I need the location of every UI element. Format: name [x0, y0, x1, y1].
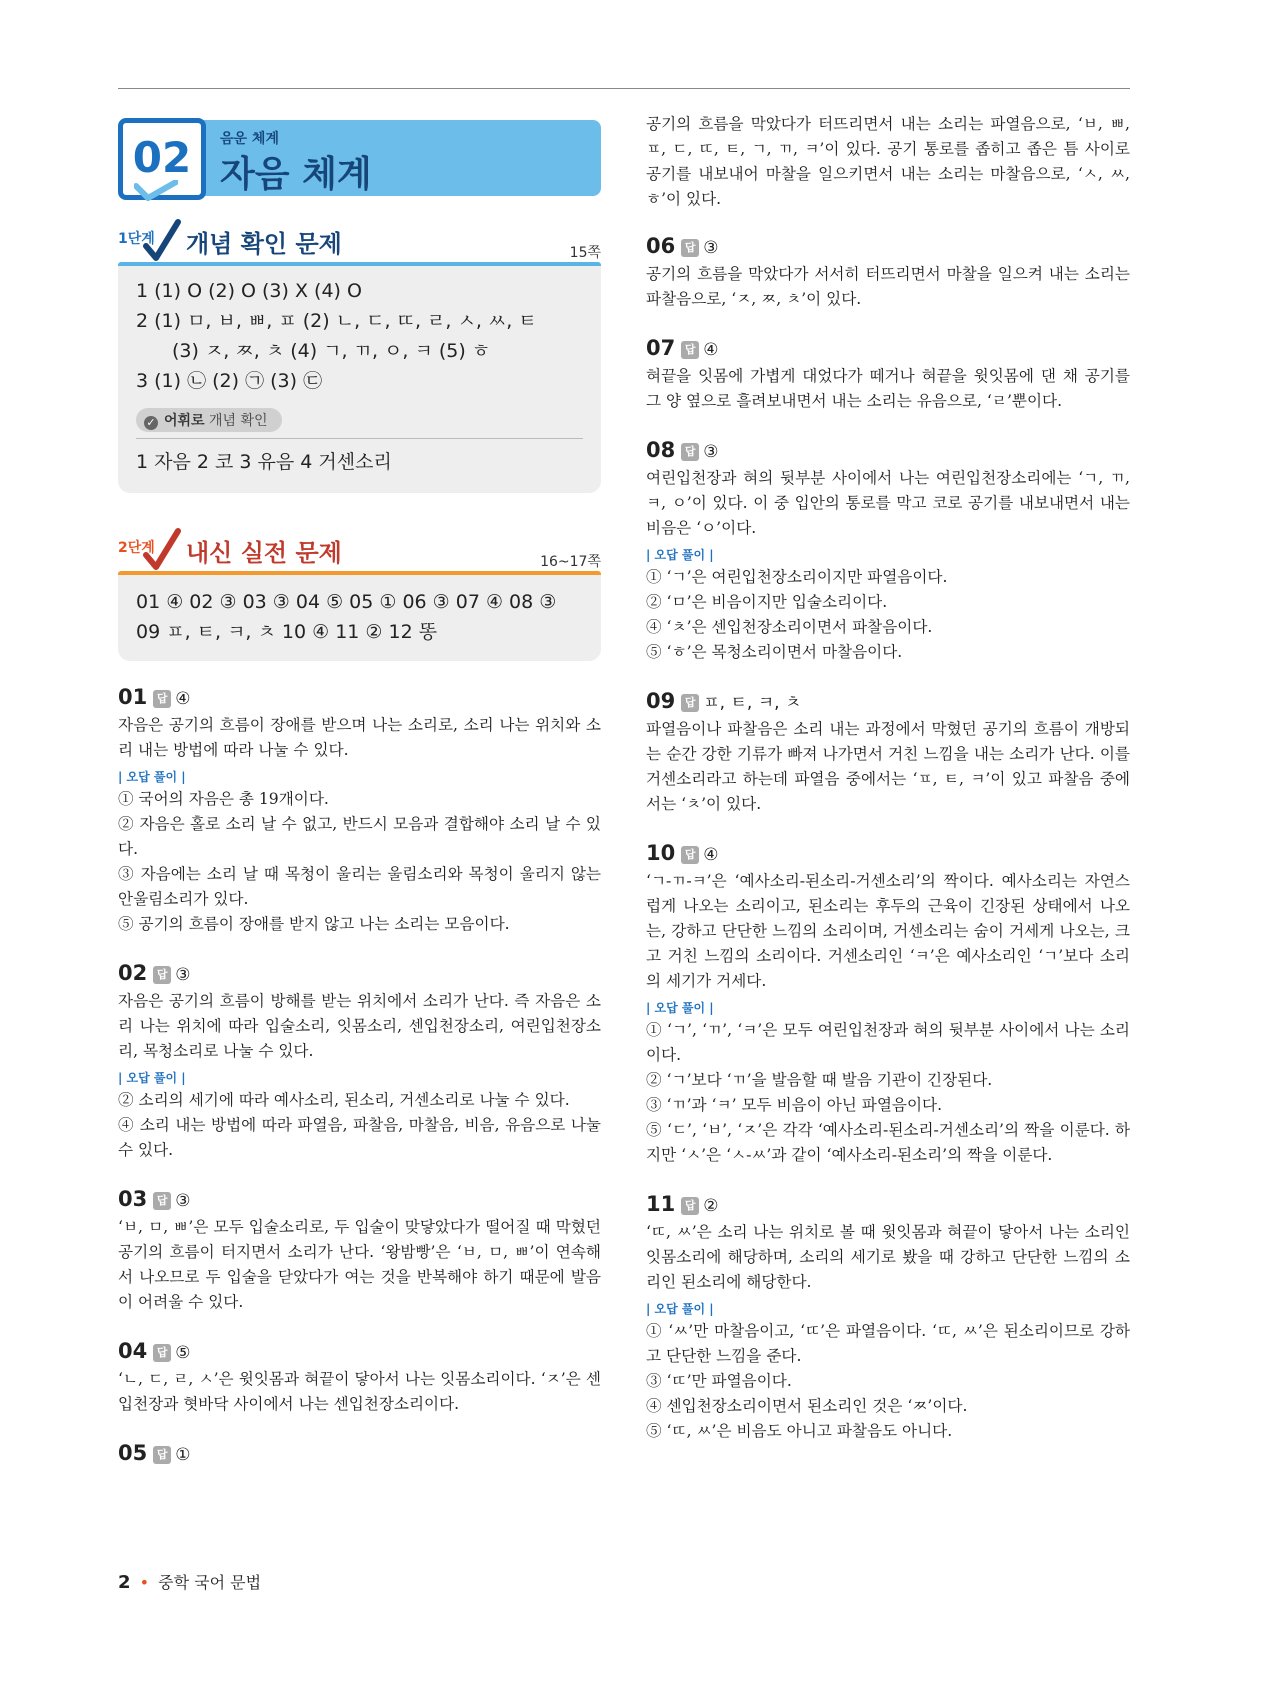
wrong-answer-note: ③ ‘ㄸ’만 파열음이다. — [646, 1372, 792, 1390]
stage1-page: 15쪽 — [569, 245, 601, 261]
right-column — [646, 112, 1130, 1444]
wrong-answer-note: ③ 자음에는 소리 날 때 목청이 울리는 울림소리와 목청이 울리지 않는 안울림소리가 있다. — [118, 865, 601, 908]
check-circle-icon: ✓ — [144, 416, 158, 430]
question-answer: ③ — [175, 965, 191, 985]
question-number: 03 — [118, 1187, 148, 1211]
question-explanation: 공기의 흐름을 막았다가 서서히 터뜨리면서 마찰을 일으켜 내는 소리는 파찰음으로, ‘ㅈ, ㅉ, ㅊ’이 있다. — [646, 265, 1130, 308]
answer-row: 1 (1) O (2) O (3) X (4) O — [136, 280, 362, 302]
wrong-answer-label: | 오답 풀이 | — [118, 770, 186, 784]
question-header — [646, 1190, 1130, 1220]
question-header — [646, 334, 1130, 364]
answer-tag: 답 — [153, 690, 171, 708]
answer-tag: 답 — [153, 1344, 171, 1362]
wrong-answer-note: ① ‘ㄱ’, ‘ㄲ’, ‘ㅋ’은 모두 여린입천장과 혀의 뒷부분 사이에서 나는 소리이다. — [646, 1021, 1130, 1064]
wrong-answer-note: ④ 소리 내는 방법에 따라 파열음, 파찰음, 마찰음, 비음, 유음으로 나눌 수 있다. — [118, 1116, 601, 1159]
question-number: 11 — [646, 1192, 676, 1216]
stage1-rule — [118, 262, 601, 266]
question-header — [118, 1337, 601, 1367]
wrong-answer-note: ④ 센입천장소리이면서 된소리인 것은 ‘ㅉ’이다. — [646, 1397, 968, 1415]
question-number: 04 — [118, 1339, 148, 1363]
book-title: 중학 국어 문법 — [158, 1573, 262, 1592]
question-item — [118, 1337, 601, 1417]
wrong-answer-label: | 오답 풀이 | — [118, 1071, 186, 1085]
question-header — [118, 1185, 601, 1215]
unit-number: 02 — [118, 118, 206, 200]
checkmark-icon — [134, 180, 178, 202]
wrong-answer-label: | 오답 풀이 | — [646, 548, 714, 562]
stage2-title: 내신 실전 문제 — [186, 539, 342, 567]
question-explanation: ‘ㅂ, ㅁ, ㅃ’은 모두 입술소리로, 두 입술이 맞닿았다가 떨어질 때 막혔던 공기의 흐름이 터지면서 소리가 난다. ‘왕밤빵’은 ‘ㅂ, ㅁ, ㅃ’이 연속해서 나오므로 두 입술을 닫았다가 여는 것을 반복해야 하기 때문에 발음이 어려울 수 있다. — [118, 1218, 601, 1311]
footer-separator: • — [139, 1573, 150, 1592]
stage2-page: 16~17쪽 — [540, 554, 601, 570]
question-answer: ④ — [703, 845, 719, 865]
divider — [136, 438, 583, 439]
question-header — [118, 683, 601, 713]
question-explanation: 자음은 공기의 흐름이 방해를 받는 위치에서 소리가 난다. 즉 자음은 소리 나는 위치에 따라 입술소리, 잇몸소리, 센입천장소리, 여린입천장소리, 목청소리로 나눌 수 있다. — [118, 992, 601, 1060]
question-explanation: ‘ㄱ-ㄲ-ㅋ’은 ‘예사소리-된소리-거센소리’의 짝이다. 예사소리는 자연스럽게 나오는 소리이고, 된소리는 후두의 근육이 긴장된 상태에서 나오는, 강하고 단단한 느낌의 소리이며, 거센소리는 숨이 거세게 나오는, 크고 거친 느낌의 소리이다. 거센소리인 ‘ㅋ’은 예사소리인 ‘ㄱ’보다 소리의 세기가 거세다. — [646, 872, 1130, 990]
answer-row: 3 (1) ㉡ (2) ㉠ (3) ㉢ — [136, 370, 323, 392]
answer-tag: 답 — [153, 1446, 171, 1464]
question-answer: ① — [175, 1445, 191, 1465]
wrong-answer-note: ② ‘ㅁ’은 비음이지만 입술소리이다. — [646, 593, 888, 611]
question-explanation: 자음은 공기의 흐름이 장애를 받으며 나는 소리로, 소리 나는 위치와 소리 내는 방법에 따라 나눌 수 있다. — [118, 716, 601, 759]
unit-category: 음운 체계 — [220, 131, 279, 147]
left-column — [118, 118, 601, 1469]
question-answer: ④ — [175, 689, 191, 709]
stage1-step: 1단계 — [118, 231, 155, 247]
vocab-tag: ✓ 어휘로 개념 확인 — [136, 408, 282, 432]
answer-tag: 답 — [153, 1192, 171, 1210]
stage1-header — [118, 222, 601, 266]
question-number: 06 — [646, 234, 676, 258]
top-rule — [118, 88, 1130, 89]
question-answer: ③ — [175, 1191, 191, 1211]
answer-tag: 답 — [681, 239, 699, 257]
answer-row: 09 ㅍ, ㅌ, ㅋ, ㅊ 10 ④ 11 ② 12 똥 — [136, 621, 438, 643]
question-header — [646, 687, 1130, 717]
wrong-answer-note: ③ ‘ㄲ’과 ‘ㅋ’ 모두 비음이 아닌 파열음이다. — [646, 1096, 943, 1114]
wrong-answer-note: ① 국어의 자음은 총 19개이다. — [118, 790, 329, 808]
wrong-answer-note: ① ‘ㄱ’은 여린입천장소리이지만 파열음이다. — [646, 568, 948, 586]
question-number: 08 — [646, 438, 676, 462]
stage2-rule — [118, 571, 601, 575]
question-number: 02 — [118, 961, 148, 985]
question-number: 10 — [646, 841, 676, 865]
wrong-answer-note: ② ‘ㄱ’보다 ‘ㄲ’을 발음할 때 발음 기관이 긴장된다. — [646, 1071, 993, 1089]
question-item — [646, 1190, 1130, 1444]
wrong-answer-note: ② 소리의 세기에 따라 예사소리, 된소리, 거센소리로 나눌 수 있다. — [118, 1091, 570, 1109]
answer-tag: 답 — [153, 966, 171, 984]
answer-row: 2 (1) ㅁ, ㅂ, ㅃ, ㅍ (2) ㄴ, ㄷ, ㄸ, ㄹ, ㅅ, ㅆ, ㅌ — [136, 310, 537, 332]
question-number: 05 — [118, 1441, 148, 1465]
question-item — [646, 687, 1130, 817]
wrong-answer-note: ① ‘ㅆ’만 마찰음이고, ‘ㄸ’은 파열음이다. ‘ㄸ, ㅆ’은 된소리이므로 강하고 단단한 느낌을 준다. — [646, 1322, 1130, 1365]
wrong-answer-note: ④ ‘ㅊ’은 센입천장소리이면서 파찰음이다. — [646, 618, 933, 636]
question-item — [646, 334, 1130, 414]
answer-row: 01 ④ 02 ③ 03 ③ 04 ⑤ 05 ① 06 ③ 07 ④ 08 ③ — [136, 591, 557, 613]
question-item — [118, 959, 601, 1163]
question-header — [646, 436, 1130, 466]
unit-title: 자음 체계 — [220, 154, 372, 195]
question-header — [646, 839, 1130, 869]
question-header — [646, 232, 1130, 262]
right-question-list — [646, 232, 1130, 1444]
wrong-answer-label: | 오답 풀이 | — [646, 1001, 714, 1015]
question-header — [118, 1439, 601, 1469]
page-number: 2 — [118, 1572, 131, 1593]
wrong-answer-note: ⑤ ‘ㄷ’, ‘ㅂ’, ‘ㅈ’은 각각 ‘예사소리-된소리-거센소리’의 짝을 이룬다. 하지만 ‘ㅅ’은 ‘ㅅ-ㅆ’과 같이 ‘예사소리-된소리’의 짝을 이룬다. — [646, 1121, 1130, 1164]
question-item — [118, 683, 601, 937]
question-answer: ④ — [703, 340, 719, 360]
wrong-answer-note: ⑤ ‘ㅎ’은 목청소리이면서 마찰음이다. — [646, 643, 903, 661]
answer-row: (3) ㅈ, ㅉ, ㅊ (4) ㄱ, ㄲ, ㅇ, ㅋ (5) ㅎ — [172, 340, 491, 362]
question-number: 07 — [646, 336, 676, 360]
answer-tag: 답 — [681, 443, 699, 461]
question-explanation: 파열음이나 파찰음은 소리 내는 과정에서 막혔던 공기의 흐름이 개방되는 순간 강한 기류가 빠져 나가면서 거친 느낌을 내는 소리가 난다. 이를 거센소리라고 하는데 파열음 중에서는 ‘ㅍ, ㅌ, ㅋ’이 있고 파찰음 중에서는 ‘ㅊ’이 있다. — [646, 720, 1130, 813]
stage1-answer-box — [118, 266, 601, 493]
answer-tag: 답 — [681, 694, 699, 712]
left-question-list — [118, 683, 601, 1469]
stage2-step: 2단계 — [118, 540, 155, 556]
wrong-answer-note: ⑤ ‘ㄸ, ㅆ’은 비음도 아니고 파찰음도 아니다. — [646, 1422, 953, 1440]
wrong-answer-label: | 오답 풀이 | — [646, 1302, 714, 1316]
stage2-header — [118, 531, 601, 575]
question-answer: ③ — [703, 238, 719, 258]
answer-tag: 답 — [681, 341, 699, 359]
question-number: 01 — [118, 685, 148, 709]
question-explanation: ‘ㄴ, ㄷ, ㄹ, ㅅ’은 윗잇몸과 혀끝이 닿아서 나는 잇몸소리이다. ‘ㅈ’은 센입천장과 혓바닥 사이에서 나는 센입천장소리이다. — [118, 1370, 601, 1413]
checkmark-icon — [140, 527, 182, 573]
stage1-title: 개념 확인 문제 — [186, 230, 342, 258]
page-footer — [118, 1570, 261, 1593]
question-item — [118, 1439, 601, 1469]
stage2-answer-box — [118, 575, 601, 661]
wrong-answer-note: ② 자음은 홀로 소리 날 수 없고, 반드시 모음과 결합해야 소리 날 수 있다. — [118, 815, 601, 858]
question-number: 09 — [646, 689, 676, 713]
question-explanation: 여린입천장과 혀의 뒷부분 사이에서 나는 여린입천장소리에는 ‘ㄱ, ㄲ, ㅋ, ㅇ’이 있다. 이 중 입안의 통로를 막고 코로 공기를 내보내면서 내는 비음은 ‘ㅇ’이다. — [646, 469, 1130, 537]
question-item — [646, 839, 1130, 1168]
question-answer: ② — [703, 1196, 719, 1216]
question-header — [118, 959, 601, 989]
question-explanation: 혀끝을 잇몸에 가볍게 대었다가 떼거나 혀끝을 윗잇몸에 댄 채 공기를 그 양 옆으로 흘려보내면서 내는 소리는 유음으로, ‘ㄹ’뿐이다. — [646, 367, 1130, 410]
answer-tag: 답 — [681, 1197, 699, 1215]
question-explanation: ‘ㄸ, ㅆ’은 소리 나는 위치로 볼 때 윗잇몸과 혀끝이 닿아서 나는 소리인 잇몸소리에 해당하며, 소리의 세기로 봤을 때 강하고 단단한 느낌의 소리인 된소리에 해당한다. — [646, 1223, 1130, 1291]
question-answer: ⑤ — [175, 1343, 191, 1363]
wrong-answer-note: ⑤ 공기의 흐름이 장애를 받지 않고 나는 소리는 모음이다. — [118, 915, 510, 933]
question-item — [646, 436, 1130, 665]
vocab-answers: 1 자음 2 코 3 유음 4 거센소리 — [136, 451, 392, 473]
question-answer: ③ — [703, 442, 719, 462]
question-item — [646, 232, 1130, 312]
checkmark-icon — [140, 218, 182, 264]
unit-header — [118, 118, 601, 198]
continued-explanation: 공기의 흐름을 막았다가 터뜨리면서 내는 소리는 파열음으로, ‘ㅂ, ㅃ, ㅍ, ㄷ, ㄸ, ㅌ, ㄱ, ㄲ, ㅋ’이 있다. 공기 통로를 좁히고 좁은 틈 사이로 공기를 내보내어 마찰을 일으키면서 내는 소리는 마찰음으로, ‘ㅅ, ㅆ, ㅎ’이 있다. — [646, 115, 1130, 208]
answer-tag: 답 — [681, 846, 699, 864]
question-answer: ㅍ, ㅌ, ㅋ, ㅊ — [703, 693, 802, 713]
question-item — [118, 1185, 601, 1315]
